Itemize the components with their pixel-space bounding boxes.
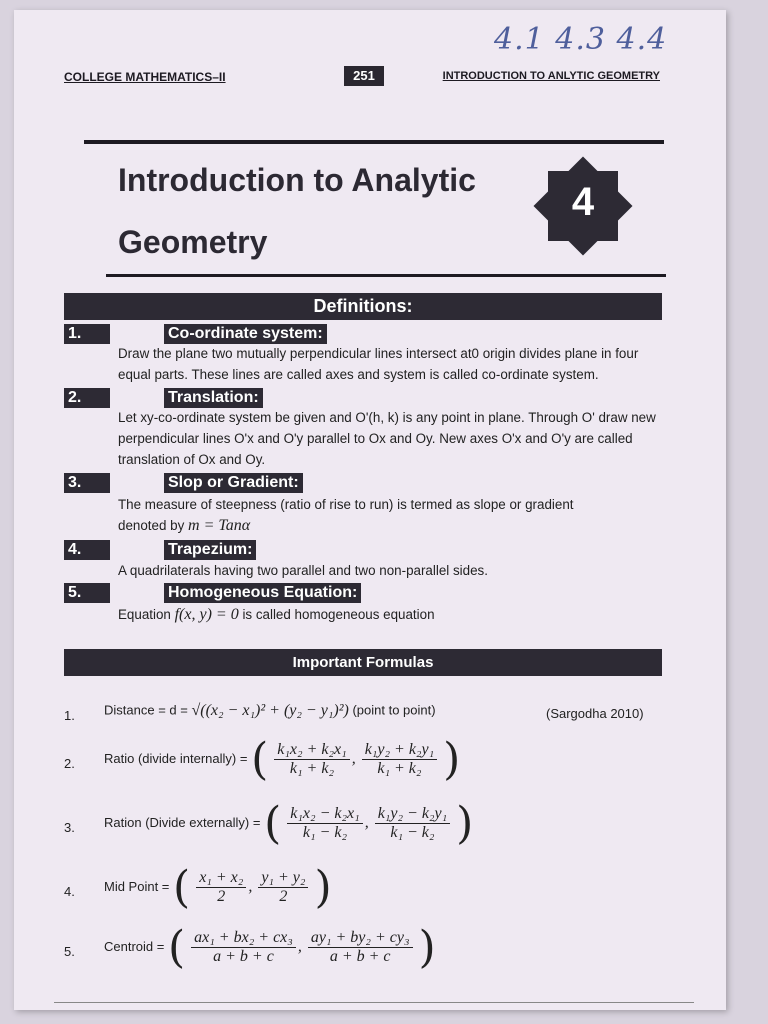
- formula-row: 2. Ratio (divide internally) = ( $\frac{\text{k₁x₂ + k₂x₁}}{\text{k₁ + k₂}}$ , $\frac{\text{k₁y₂ + k₂y₁}}{\text{k₁ + k₂}}$ ): [64, 734, 461, 785]
- fraction-denominator: k₁ − k₂: [390, 824, 435, 841]
- chapter-title-line-1: Introduction to Analytic: [118, 162, 476, 198]
- definition-label: Co-ordinate system:: [164, 324, 327, 344]
- formula-label: Centroid =: [104, 938, 165, 954]
- formula-source: (Sargodha 2010): [546, 706, 644, 721]
- homogeneous-formula: f(x, y) = 0: [174, 606, 239, 623]
- formula-label: Mid Point =: [104, 878, 170, 894]
- definition-text: denoted by: [118, 518, 185, 533]
- definition-label: Homogeneous Equation:: [164, 583, 361, 603]
- formula-row: 3. Ration (Divide externally) = ( $\frac{\text{k₁x₂ − k₂x₁}}{\text{k₁ − k₂}}$ , $\frac{\text{k₁y₂ − k₂y₁}}{\text{k₁ − k₂}}$ ): [64, 798, 474, 849]
- running-header: [64, 66, 660, 88]
- formula-label: Distance = d =: [104, 702, 188, 718]
- document-page: [14, 10, 726, 1010]
- formula-label: Ration (Divide externally) =: [104, 814, 261, 830]
- formula-number: 2.: [64, 756, 75, 771]
- fraction-numerator: x₁ + x₂: [196, 869, 246, 888]
- fraction-numerator: y₁ + y₂: [258, 869, 308, 888]
- fraction-denominator: k₁ + k₂: [377, 760, 422, 777]
- definition-heading: [64, 583, 524, 603]
- definition-number: 3.: [64, 473, 110, 493]
- fraction-numerator: k₁y₂ − k₂y₁: [375, 805, 450, 824]
- definition-heading: [64, 324, 524, 344]
- formula-number: 5.: [64, 944, 75, 959]
- definition-heading: [64, 388, 524, 408]
- definition-heading: [64, 540, 524, 560]
- fraction-denominator: k₁ − k₂: [302, 824, 348, 841]
- handwritten-annotation: 4.1 4.3 4.4: [494, 22, 668, 57]
- definition-label: Trapezium:: [164, 540, 256, 560]
- fraction-denominator: a + b + c: [329, 948, 391, 965]
- title-rule-top: [84, 140, 664, 144]
- chapter-title-line-2: Geometry: [118, 224, 268, 260]
- definition-body: [118, 604, 666, 625]
- slope-formula: m = Tanα: [188, 517, 251, 534]
- definition-number: 2.: [64, 388, 110, 408]
- formula-note: (point to point): [352, 702, 436, 718]
- fraction-denominator: 2: [217, 888, 226, 905]
- fraction-numerator: ax₁ + bx₂ + cx₃: [191, 929, 296, 948]
- definition-body: A quadrilaterals having two parallel and two non-parallel sides.: [118, 563, 488, 578]
- definition-number: 4.: [64, 540, 110, 560]
- title-rule-bottom: [106, 274, 666, 277]
- formula-row: 4. Mid Point = ( $\frac{\text{x₁ + x₂}}{2}$ , $\frac{\text{y₁ + y₂}}{2}$ ): [64, 862, 332, 913]
- definition-text: Equation: [118, 607, 171, 622]
- fraction-denominator: a + b + c: [213, 948, 274, 965]
- page-bottom-rule: [54, 1002, 694, 1003]
- definition-label: Slop or Gradient:: [164, 473, 303, 493]
- definition-body: Let xy-co-ordinate system be given and O'(h, k) is any point in plane. Through O' draw new perpendicular lines O'x and O'y parallel to Ox and Oy. New axes O'x and O'y are called translation of Ox and Oy.: [118, 410, 656, 467]
- formulas-heading: Important Formulas: [64, 649, 662, 676]
- definition-text: is called homogeneous equation: [242, 607, 435, 622]
- chapter-number: 4: [571, 180, 595, 224]
- definition-text: The measure of steepness (ratio of rise to run) is termed as slope or gradient: [118, 497, 574, 512]
- definitions-heading: Definitions:: [64, 293, 662, 320]
- fraction-denominator: k₁ + k₂: [289, 760, 335, 777]
- fraction-numerator: ay₁ + by₂ + cy₃: [308, 929, 413, 948]
- formula-row: 5. Centroid = ( $\frac{\text{ax₁ + bx₂ + cx₃}}{a + b + c}$ , $\frac{\text{ay₁ + by₂ + cy₃}}{a + b + c}$ ): [64, 922, 436, 973]
- definition-body: [118, 494, 666, 536]
- definition-number: 5.: [64, 583, 110, 603]
- formula-label: Ratio (divide internally) =: [104, 750, 248, 766]
- fraction-numerator: k₁y₂ + k₂y₁: [362, 741, 437, 760]
- distance-expression: √((x₂ − x₁)² + (y₂ − y₁)²): [191, 702, 349, 719]
- definition-heading: [64, 473, 524, 493]
- fraction-denominator: 2: [279, 888, 288, 905]
- definition-number: 1.: [64, 324, 110, 344]
- header-chapter-title: INTRODUCTION TO ANLYTIC GEOMETRY: [442, 70, 660, 82]
- formula-number: 1.: [64, 708, 75, 723]
- formula-number: 4.: [64, 884, 75, 899]
- header-book-title: COLLEGE MATHEMATICS–II: [64, 70, 226, 84]
- definition-body: Draw the plane two mutually perpendicular lines intersect at0 origin divides plane in four equal parts. These lines are called axes and system is called co-ordinate system.: [118, 346, 639, 382]
- fraction-numerator: k₁x₂ − k₂x₁: [287, 805, 362, 824]
- definition-label: Translation:: [164, 388, 263, 408]
- page-number: 251: [344, 66, 384, 86]
- fraction-numerator: k₁x₂ + k₂x₁: [274, 741, 349, 760]
- formula-number: 3.: [64, 820, 75, 835]
